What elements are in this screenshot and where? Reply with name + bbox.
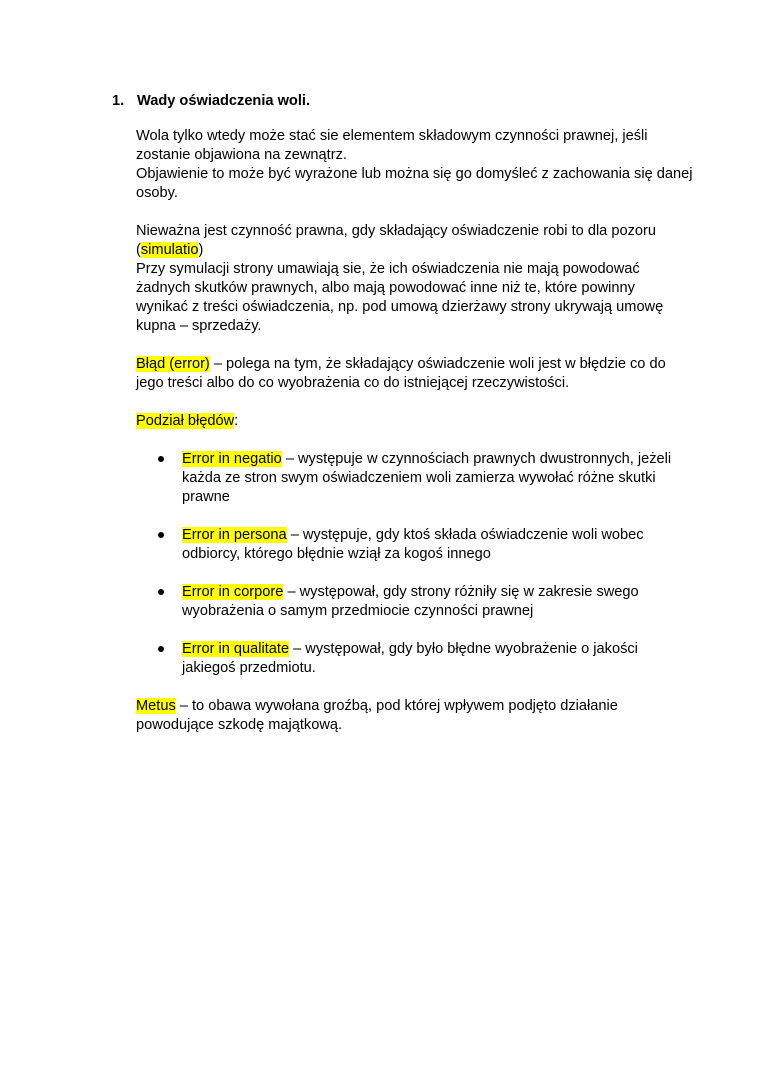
- text-line: osoby.: [136, 185, 178, 201]
- highlighted-term: Error in persona: [182, 527, 287, 543]
- paragraph-expression-of-will: [136, 127, 693, 203]
- bullet-icon: [158, 456, 164, 462]
- highlighted-term: Error in negatio: [182, 451, 282, 467]
- paragraph-metus: [136, 697, 681, 735]
- text-fragment: – występuje, gdy ktoś składa oświadczenie woli wobec: [286, 527, 644, 543]
- text-line: Przy symulacji strony umawiają sie, że ich oświadczenia nie mają powodować: [136, 261, 640, 277]
- text-line: [182, 640, 681, 659]
- bullet-icon: [158, 589, 164, 595]
- section-heading: [112, 92, 310, 111]
- error-types-list: [136, 450, 681, 678]
- highlighted-term-blad: Błąd (error): [136, 356, 210, 372]
- text-line: zostanie objawiona na zewnątrz.: [136, 147, 347, 163]
- document-body: [136, 127, 693, 754]
- text-line: [136, 355, 681, 374]
- text-line: Objawienie to może być wyrażone lub można się go domyśleć z zachowania się danej: [136, 166, 693, 182]
- highlighted-term-podzial: Podział błędów: [136, 413, 235, 429]
- text-fragment: – to obawa wywołana groźbą, pod której wpływem podjęto działanie: [175, 698, 618, 714]
- text-line: Nieważna jest czynność prawna, gdy składający oświadczenie robi to dla pozoru: [136, 223, 656, 239]
- text-line: żadnych skutków prawnych, albo mają powodować inne niż te, które powinny: [136, 280, 635, 296]
- text-line: kupna – sprzedaży.: [136, 318, 262, 334]
- paragraph-error-types-label: [136, 412, 681, 431]
- text-line: [182, 583, 681, 602]
- text-line: [136, 412, 681, 431]
- heading-title: Wady oświadczenia woli.: [137, 93, 311, 109]
- list-item-error-in-qualitate: [182, 640, 681, 678]
- text-line: [136, 241, 681, 260]
- highlighted-term: Error in corpore: [182, 584, 284, 600]
- paragraph-error: [136, 355, 681, 393]
- paren-close: ): [198, 242, 204, 258]
- text-line: wyobrażenia o samym przedmiocie czynności prawnej: [182, 603, 534, 619]
- list-item-error-in-persona: [182, 526, 681, 564]
- text-line: jakiegoś przedmiotu.: [182, 660, 316, 676]
- bullet-icon: [158, 646, 164, 652]
- text-fragment: – występuje w czynnościach prawnych dwustronnych, jeżeli: [281, 451, 672, 467]
- paragraph-symulacja: [136, 260, 681, 336]
- list-item-error-in-corpore: [182, 583, 681, 621]
- text-line: powodujące szkodę majątkową.: [136, 717, 343, 733]
- text-fragment: – polega na tym, że składający oświadczenie woli jest w błędzie co do: [209, 356, 666, 372]
- text-line: [182, 526, 681, 545]
- highlighted-term-metus: Metus: [136, 698, 176, 714]
- highlighted-term-simulatio: simulatio: [140, 242, 199, 258]
- text-line: [136, 697, 681, 716]
- text-line: wynikać z treści oświadczenia, np. pod umową dzierżawy strony ukrywają umowę: [136, 299, 664, 315]
- paragraph-simulation: [136, 222, 681, 260]
- heading-number: 1.: [112, 93, 125, 109]
- text-fragment: :: [234, 413, 239, 429]
- highlighted-term: Error in qualitate: [182, 641, 290, 657]
- text-line: prawne: [182, 489, 230, 505]
- text-line: Wola tylko wtedy może stać sie elementem składowym czynności prawnej, jeśli: [136, 128, 648, 144]
- text-fragment: – występował, gdy strony różniły się w zakresie swego: [283, 584, 639, 600]
- text-line: [182, 450, 681, 469]
- text-line: jego treści albo do co wyobrażenia co do istniejącej rzeczywistości.: [136, 375, 570, 391]
- bullet-icon: [158, 532, 164, 538]
- list-item-error-in-negatio: [182, 450, 681, 507]
- paren-open: (: [136, 242, 141, 258]
- text-line: odbiorcy, którego błędnie wziął za kogoś innego: [182, 546, 491, 562]
- text-line: każda ze stron swym oświadczeniem woli zamierza wywołać różne skutki: [182, 470, 656, 486]
- text-fragment: – występował, gdy było błędne wyobrażenie o jakości: [289, 641, 638, 657]
